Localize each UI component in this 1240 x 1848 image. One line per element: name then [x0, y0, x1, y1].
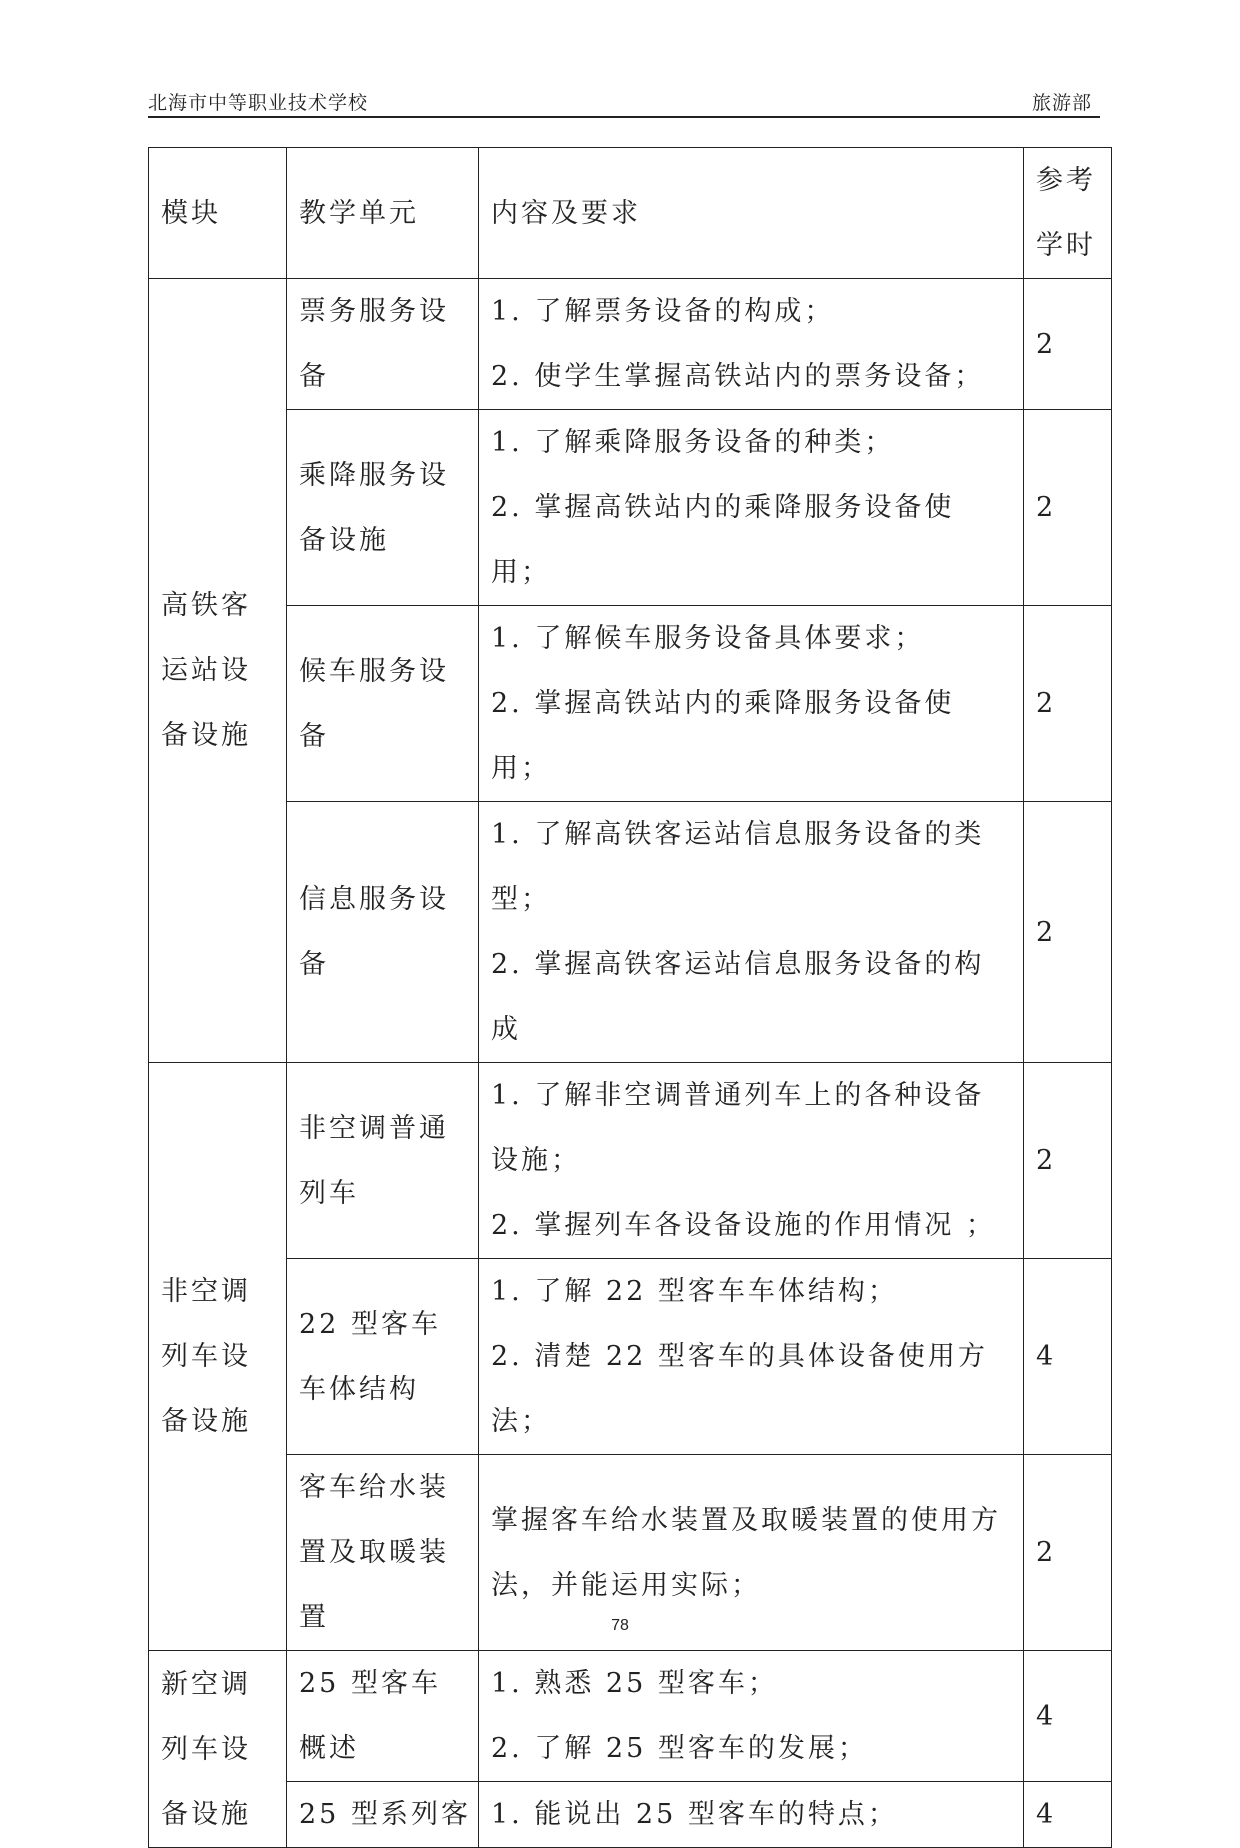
- department-name: 旅游部: [1031, 92, 1092, 114]
- table-row: [149, 606, 1112, 802]
- content-line: 1. 了解候车服务设备具体要求；: [491, 623, 925, 654]
- column-header-hours: 参考学时: [1024, 148, 1112, 279]
- content-cell: [479, 802, 1024, 1063]
- content-line: 2. 掌握列车各设备设施的作用情况 ；: [491, 1210, 996, 1241]
- content-cell: [479, 1782, 1024, 1848]
- module-cell: 高铁客运站设备设施: [149, 279, 287, 1063]
- content-line: 1. 了解乘降服务设备的种类；: [491, 427, 895, 458]
- table-row: [149, 802, 1112, 1063]
- content-line: 1. 熟悉 25 型客车；: [491, 1668, 778, 1699]
- page-header: [148, 86, 1100, 118]
- table-row: [149, 1782, 1112, 1848]
- table-row: [149, 1259, 1112, 1455]
- syllabus-table: [148, 147, 1112, 1848]
- column-header-content: 内容及要求: [479, 148, 1024, 279]
- hours-cell: 4: [1024, 1259, 1112, 1455]
- hours-cell: 4: [1024, 1782, 1112, 1848]
- content-line: 2. 了解 25 型客车的发展；: [491, 1733, 868, 1764]
- content-cell: [479, 410, 1024, 606]
- unit-cell: 25 型客车概述: [287, 1651, 479, 1782]
- page-number: 78: [611, 1617, 629, 1634]
- unit-cell: 非空调普通列车: [287, 1063, 479, 1259]
- content-line: 2. 掌握高铁站内的乘降服务设备使用；: [491, 688, 955, 784]
- content-cell: [479, 606, 1024, 802]
- content-line: 2. 清楚 22 型客车的具体设备使用方法；: [491, 1341, 988, 1437]
- content-line: 1. 能说出 25 型客车的特点；: [491, 1799, 898, 1830]
- hours-cell: 2: [1024, 1063, 1112, 1259]
- table-row: [149, 1651, 1112, 1782]
- hours-cell: 2: [1024, 606, 1112, 802]
- column-header-module: 模块: [149, 148, 287, 279]
- content-line: 1. 了解 22 型客车车体结构；: [491, 1276, 898, 1307]
- hours-cell: 4: [1024, 1651, 1112, 1782]
- hours-cell: 2: [1024, 410, 1112, 606]
- content-line: 1. 了解非空调普通列车上的各种设备设施；: [491, 1080, 985, 1176]
- content-cell: [479, 1259, 1024, 1455]
- unit-cell: 25 型系列客: [287, 1782, 479, 1848]
- unit-cell: 22 型客车车体结构: [287, 1259, 479, 1455]
- content-line: 2. 掌握高铁客运站信息服务设备的构成: [491, 949, 985, 1045]
- hours-cell: 2: [1024, 1455, 1112, 1651]
- content-cell: [479, 1063, 1024, 1259]
- unit-cell: 票务服务设备: [287, 279, 479, 410]
- school-name: 北海市中等职业技术学校: [148, 92, 369, 114]
- content-line: 掌握客车给水装置及取暖装置的使用方法，并能运用实际；: [491, 1504, 1001, 1601]
- module-cell: 新空调列车设备设施: [149, 1651, 287, 1848]
- unit-cell: 客车给水装置及取暖装置: [287, 1455, 479, 1651]
- table-row: [149, 410, 1112, 606]
- unit-cell: 乘降服务设备设施: [287, 410, 479, 606]
- content-cell: [479, 279, 1024, 410]
- table-row: [149, 279, 1112, 410]
- table-row: [149, 1063, 1112, 1259]
- unit-cell: 候车服务设备: [287, 606, 479, 802]
- content-line: 2. 使学生掌握高铁站内的票务设备；: [491, 361, 985, 392]
- table-header-row: [149, 148, 1112, 279]
- module-cell: 非空调列车设备设施: [149, 1063, 287, 1651]
- hours-cell: 2: [1024, 802, 1112, 1063]
- hours-cell: 2: [1024, 279, 1112, 410]
- content-line: 2. 掌握高铁站内的乘降服务设备使用；: [491, 492, 955, 588]
- unit-cell: 信息服务设备: [287, 802, 479, 1063]
- column-header-unit: 教学单元: [287, 148, 479, 279]
- content-line: 1. 了解高铁客运站信息服务设备的类型；: [491, 819, 985, 915]
- content-line: 1. 了解票务设备的构成；: [491, 296, 835, 327]
- content-cell: [479, 1651, 1024, 1782]
